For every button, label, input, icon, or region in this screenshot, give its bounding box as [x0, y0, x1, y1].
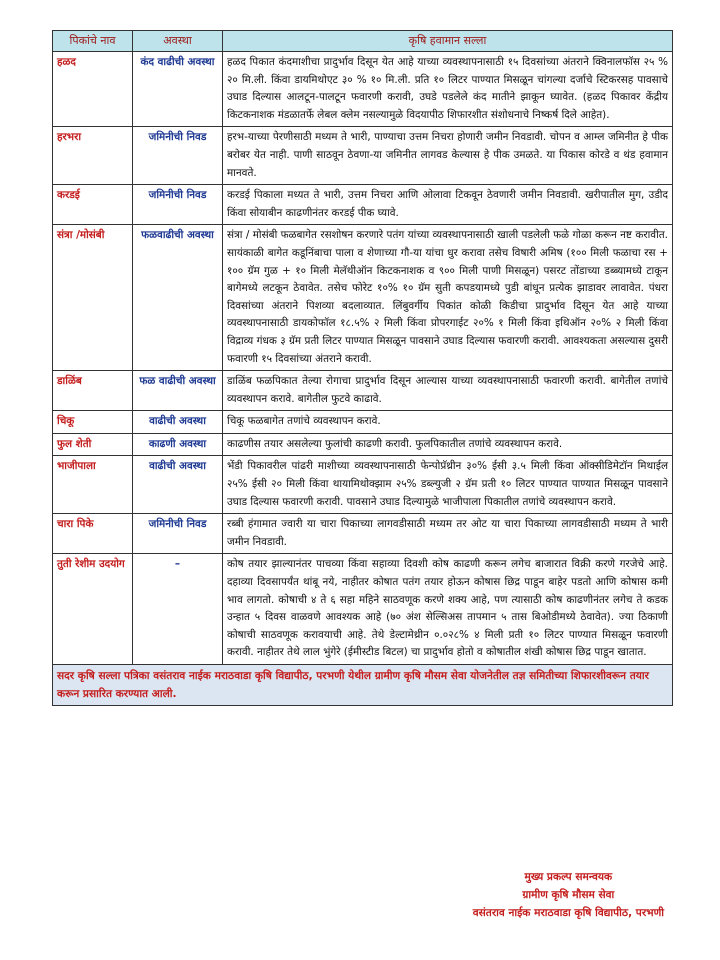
crop-name: हरभरा	[53, 127, 133, 185]
crop-advice: हळद पिकात कंदमाशीचा प्रादुर्भाव दिसून येत आहे याच्या व्यवस्थापनासाठी १५ दिवसांच्या अंतराने क्विनालफॉस २५ % २० मि.ली. किंवा डायमिथोएट ३० % १० मि.ली. प्रति १० लिटर पाण्यात मिसळून चांगल्या दर्जाचे स्टिकरसह पावसाचे उघाड दिल्यास आलटून-पालटून फवारणी करावी, उघडे पडलेले कंद मातीने झाकून घ्यावेत. (हळद पिकावर केंद्रीय किटकनाशक मंडळातर्फे लेबल क्लेम नसल्यामुळे विदयापीठ शिफारशीत संशोधनाचे निष्कर्ष दिले आहेत).	[223, 52, 673, 127]
header-crop-name: पिकांचे नाव	[53, 31, 133, 52]
footnote-row	[53, 665, 673, 706]
crop-name: डाळिंब	[53, 371, 133, 411]
crop-name: करडई	[53, 185, 133, 225]
signature-designation: मुख्य प्रकल्प समन्वयक	[524, 871, 613, 883]
crop-name: तुती रेशीम उदयोग	[53, 554, 133, 665]
table-row	[53, 433, 673, 456]
table-row	[53, 514, 673, 554]
crop-advice: करडई पिकाला मध्यत ते भारी, उत्तम निचरा आणि ओलावा टिकवून ठेवणारी जमीन निवडावी. खरीपातील मुग, उडीद किंवा सोयाबीन काढणीनंतर करडई पीक घ्यावे.	[223, 185, 673, 225]
crop-advice: हरभ-याच्या पेरणीसाठी मध्यम ते भारी, पाण्याचा उत्तम निचरा होणारी जमीन निवडावी. चोपन व आम्ल जमिनीत हे पीक बरोबर येत नाही. पाणी साठवून ठेवणा-या जमिनीत लागवड केल्यास हे पीक उमळते. या पिकास कोरडे व थंड हवामान मानवते.	[223, 127, 673, 185]
crop-stage: काढणी अवस्था	[133, 433, 223, 456]
crop-name: फुल शेती	[53, 433, 133, 456]
table-row	[53, 411, 673, 434]
crop-stage: फळवाढीची अवस्था	[133, 225, 223, 371]
crop-stage: कंद वाढीची अवस्था	[133, 52, 223, 127]
header-advice: कृषि हवामान सल्ला	[223, 31, 673, 52]
crop-advice: कोष तयार झाल्यानंतर पाचव्या किंवा सहाव्या दिवशी कोष काढणी करून लगेच बाजारात विक्री करणे गरजेचे आहे. दहाव्या दिवसापर्यंत थांबू नये, नाहीतर कोषात पतंग तयार होऊन कोषास छिद्र पाडून बाहेर पडतो आणि कोषास कमी भाव लागतो. कोषाची ४ ते ६ सहा महिने साठवणूक करणे शक्य आहे, पण त्यासाठी कोष काढणीनंतर लगेच ते कडक उन्हात ५ दिवस वाळवणे आवश्यक आहे (७० अंश सेल्सिअस तापमान ५ तास बिओडीमध्ये ठेवावेत). ज्या ठिकाणी कोषाची साठवणूक करावयाची आहे. तेथे डेल्टामेथ्रीन ०.०२८% ४ मिली प्रती १० लिटर पाण्यात मिसळून फवारणी करावी. नाहीतर तेथे लाल भुंगेरे (ईमीस्टीड बिटल) चा प्रादुर्भाव होतो व कोषातील शंखी कोषास छिद्र पाडून खातात.	[223, 554, 673, 665]
crop-advice: संत्रा / मोसंबी फळबागेत रसशोषन करणारे पतंग यांच्या व्यवस्थापनासाठी खाली पडलेली फळे गोळा करून नष्ट करावीत. सायंकाळी बागेत कडूनिंबाचा पाला व शेणाच्या गौ-या यांचा धुर करावा तसेच विषारी अमिष (१०० मिली फळाचा रस + १०० ग्रॅम गुळ + १० मिली मेलॅथीऑन किटकनाशक व ९०० मिली पाणी मिसळून) पसरट तोंडाच्या डब्ब्यामध्ये टाकून बागेमध्ये लटकून ठेवावेत. तसेच फोरेट १०% १० ग्रॅम सुती कपडयामध्ये पुडी बांधून प्रत्येक झाडावर लावावेत. पंधरा दिवसांच्या अंतराने पिशव्या बदलाव्यात. लिंबुवर्गीय पिकांत कोळी किडीचा प्रादुर्भाव दिसून येत आहे याच्या व्यवस्थापनासाठी डायकोफॉल १८.५% २ मिली किंवा प्रोपरगाईट २०% १ मिली किंवा इथिऑन २०% २ मिली किंवा विद्राव्य गंधक ३ ग्रॅम प्रती लिटर पाण्यात मिसळून पावसाने उघाड दिल्यास फवारणी करावी. आवश्यकता असल्यास दुसरी फवारणी १५ दिवसांच्या अंतराने करावी.	[223, 225, 673, 371]
crop-stage: जमिनीची निवड	[133, 514, 223, 554]
table-row	[53, 185, 673, 225]
table-row	[53, 371, 673, 411]
table-header-row	[53, 31, 673, 52]
table-row	[53, 554, 673, 665]
crop-name: चिकू	[53, 411, 133, 434]
table-row	[53, 52, 673, 127]
crop-stage: फळ वाढीची अवस्था	[133, 371, 223, 411]
signature-block	[473, 868, 664, 922]
table-row	[53, 456, 673, 514]
crop-advice: रब्बी हंगामात ज्वारी या चारा पिकाच्या लागवडीसाठी मध्यम तर ओट या चारा पिकाच्या लागवडीसाठी मध्यम ते भारी जमीन निवडावी.	[223, 514, 673, 554]
footnote: सदर कृषि सल्ला पत्रिका वसंतराव नाईक मराठवाडा कृषि विद्यापीठ, परभणी येथील ग्रामीण कृषि मौसम सेवा योजनेतील तज्ञ समितीच्या शिफारशीवरून तयार करून प्रसारित करण्यात आली.	[53, 665, 673, 706]
crop-name: चारा पिके	[53, 514, 133, 554]
crop-advice: चिकू फळबागेत तणांचे व्यवस्थापन करावे.	[223, 411, 673, 434]
crop-stage: वाढीची अवस्था	[133, 411, 223, 434]
crop-stage: जमिनीची निवड	[133, 127, 223, 185]
crop-name: भाजीपाला	[53, 456, 133, 514]
agro-advisory-table	[52, 30, 673, 706]
crop-stage: –	[133, 554, 223, 665]
crop-name: हळद	[53, 52, 133, 127]
table-row	[53, 225, 673, 371]
header-stage: अवस्था	[133, 31, 223, 52]
table-row	[53, 127, 673, 185]
crop-advice: भेंडी पिकावरील पांढरी माशीच्या व्यवस्थापनासाठी फेन्पोप्रॅथ्रीन ३०% ईसी ३.५ मिली किंवा ऑक्सीडिमेटॉन मिथाईल २५% ईसी २० मिली किंवा थायामिथोक्झाम २५% डब्ल्युजी २ ग्रॅम प्रती १० लिटर पाण्यात पाण्यात मिसळून पावसाने उघाड दिल्यास फवारणी करावी. पावसाने उघाड दिल्यामुळे भाजीपाला पिकातील तणांचे व्यवस्थापन करावे.	[223, 456, 673, 514]
crop-advice: काढणीस तयार असलेल्या फुलांची काढणी करावी. फुलपिकातील तणांचे व्यवस्थापन करावे.	[223, 433, 673, 456]
signature-service: ग्रामीण कृषि मौसम सेवा	[522, 889, 615, 901]
crop-advice: डाळिंब फळपिकात तेल्या रोगाचा प्रादुर्भाव दिसून आल्यास याच्या व्यवस्थापनासाठी फवारणी करावी. बागेतील तणांचे व्यवस्थापन करावे. बागेतील फुटवे काढावे.	[223, 371, 673, 411]
crop-name: संत्रा /मोसंबी	[53, 225, 133, 371]
signature-university: वसंतराव नाईक मराठवाडा कृषि विद्यापीठ, परभणी	[472, 907, 664, 919]
crop-stage: जमिनीची निवड	[133, 185, 223, 225]
crop-stage: वाढीची अवस्था	[133, 456, 223, 514]
